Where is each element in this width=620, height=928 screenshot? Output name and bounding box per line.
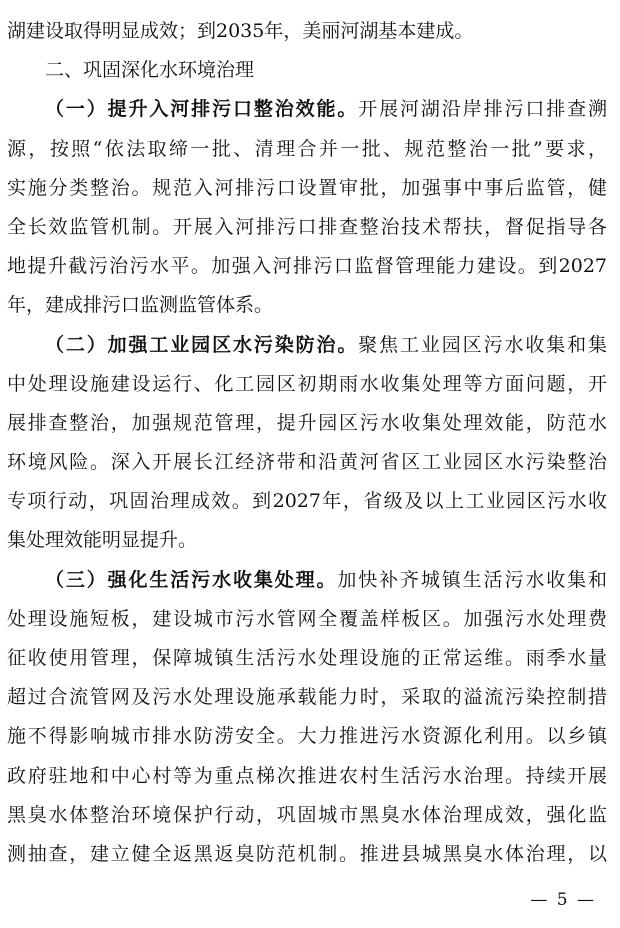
subsection-1-line-3: 全长效监管机制。开展入河排污口排查整治技术帮扶，督促指导各 [7,215,607,238]
subsection-3-line-4: 施不得影响城市排水防涝安全。大力推进污水资源化利用。以乡镇 [7,725,607,748]
subsection-1-line-1: 源，按照“依法取缔一批、清理合并一批、规范整治一批”要求， [7,137,607,160]
subsection-3-first-line [7,561,607,600]
subsection-3-title: （三）强化生活污水收集处理。 [45,568,338,591]
subsection-2-line-1: 中处理设施建设运行、化工园区初期雨水收集处理等方面问题，开 [7,372,607,395]
subsection-2-line-4: 专项行动，巩固治理成效。到2027年，省级及以上工业园区污水收 [7,490,607,513]
subsection-3-line-3: 超过合流管网及污水处理设施承载能力时，采取的溢流污染控制措 [7,686,607,709]
subsection-2-title: （二）加强工业园区水污染防治。 [45,333,359,356]
section-heading: 二、巩固深化水环境治理 [45,59,255,82]
subsection-3-line-6: 黑臭水体整治环境保护行动，巩固城市黑臭水体治理成效，强化监 [7,803,607,826]
subsection-1-line-4: 地提升截污治污水平。加强入河排污口监督管理能力建设。到2027 [7,255,607,278]
subsection-3-line-7: 测抽查，建立健全返黑返臭防范机制。推进县城黑臭水体治理，以 [7,842,607,865]
subsection-1-line-2: 实施分类整治。规范入河排污口设置审批，加强事中事后监管，健 [7,176,607,199]
subsection-3-line-2: 征收使用管理，保障城镇生活污水处理设施的正常运维。雨季水量 [7,647,607,669]
subsection-2-line-3: 环境风险。深入开展长江经济带和沿黄河省区工业园区水污染整治 [7,451,607,474]
subsection-2-first-line [7,326,607,365]
page-number: — 5 — [530,890,596,910]
subsection-3-line-0: 加快补齐城镇生活污水收集和 [337,568,607,591]
subsection-2-line-5: 集处理效能明显提升。 [7,529,198,552]
document-body [7,12,607,874]
subsection-1-first-line [7,90,607,129]
subsection-3-line-1: 处理设施短板，建设城市污水管网全覆盖样板区。加强污水处理费 [7,607,607,630]
subsection-1-line-0: 开展河湖沿岸排污口排查溯 [358,98,607,121]
subsection-2-line-2: 展排查整治，加强规范管理，提升园区污水收集处理效能，防范水 [7,411,607,434]
subsection-3-line-5: 政府驻地和中心村等为重点梯次推进农村生活污水治理。持续开展 [7,764,607,787]
opening-line: 湖建设取得明显成效；到2035年，美丽河湖基本建成。 [7,20,474,42]
subsection-1-line-5: 年，建成排污口监测监管体系。 [7,294,274,317]
subsection-1-title: （一）提升入河排污口整治效能。 [45,98,359,121]
subsection-2-line-0: 聚焦工业园区污水收集和集 [358,333,607,356]
